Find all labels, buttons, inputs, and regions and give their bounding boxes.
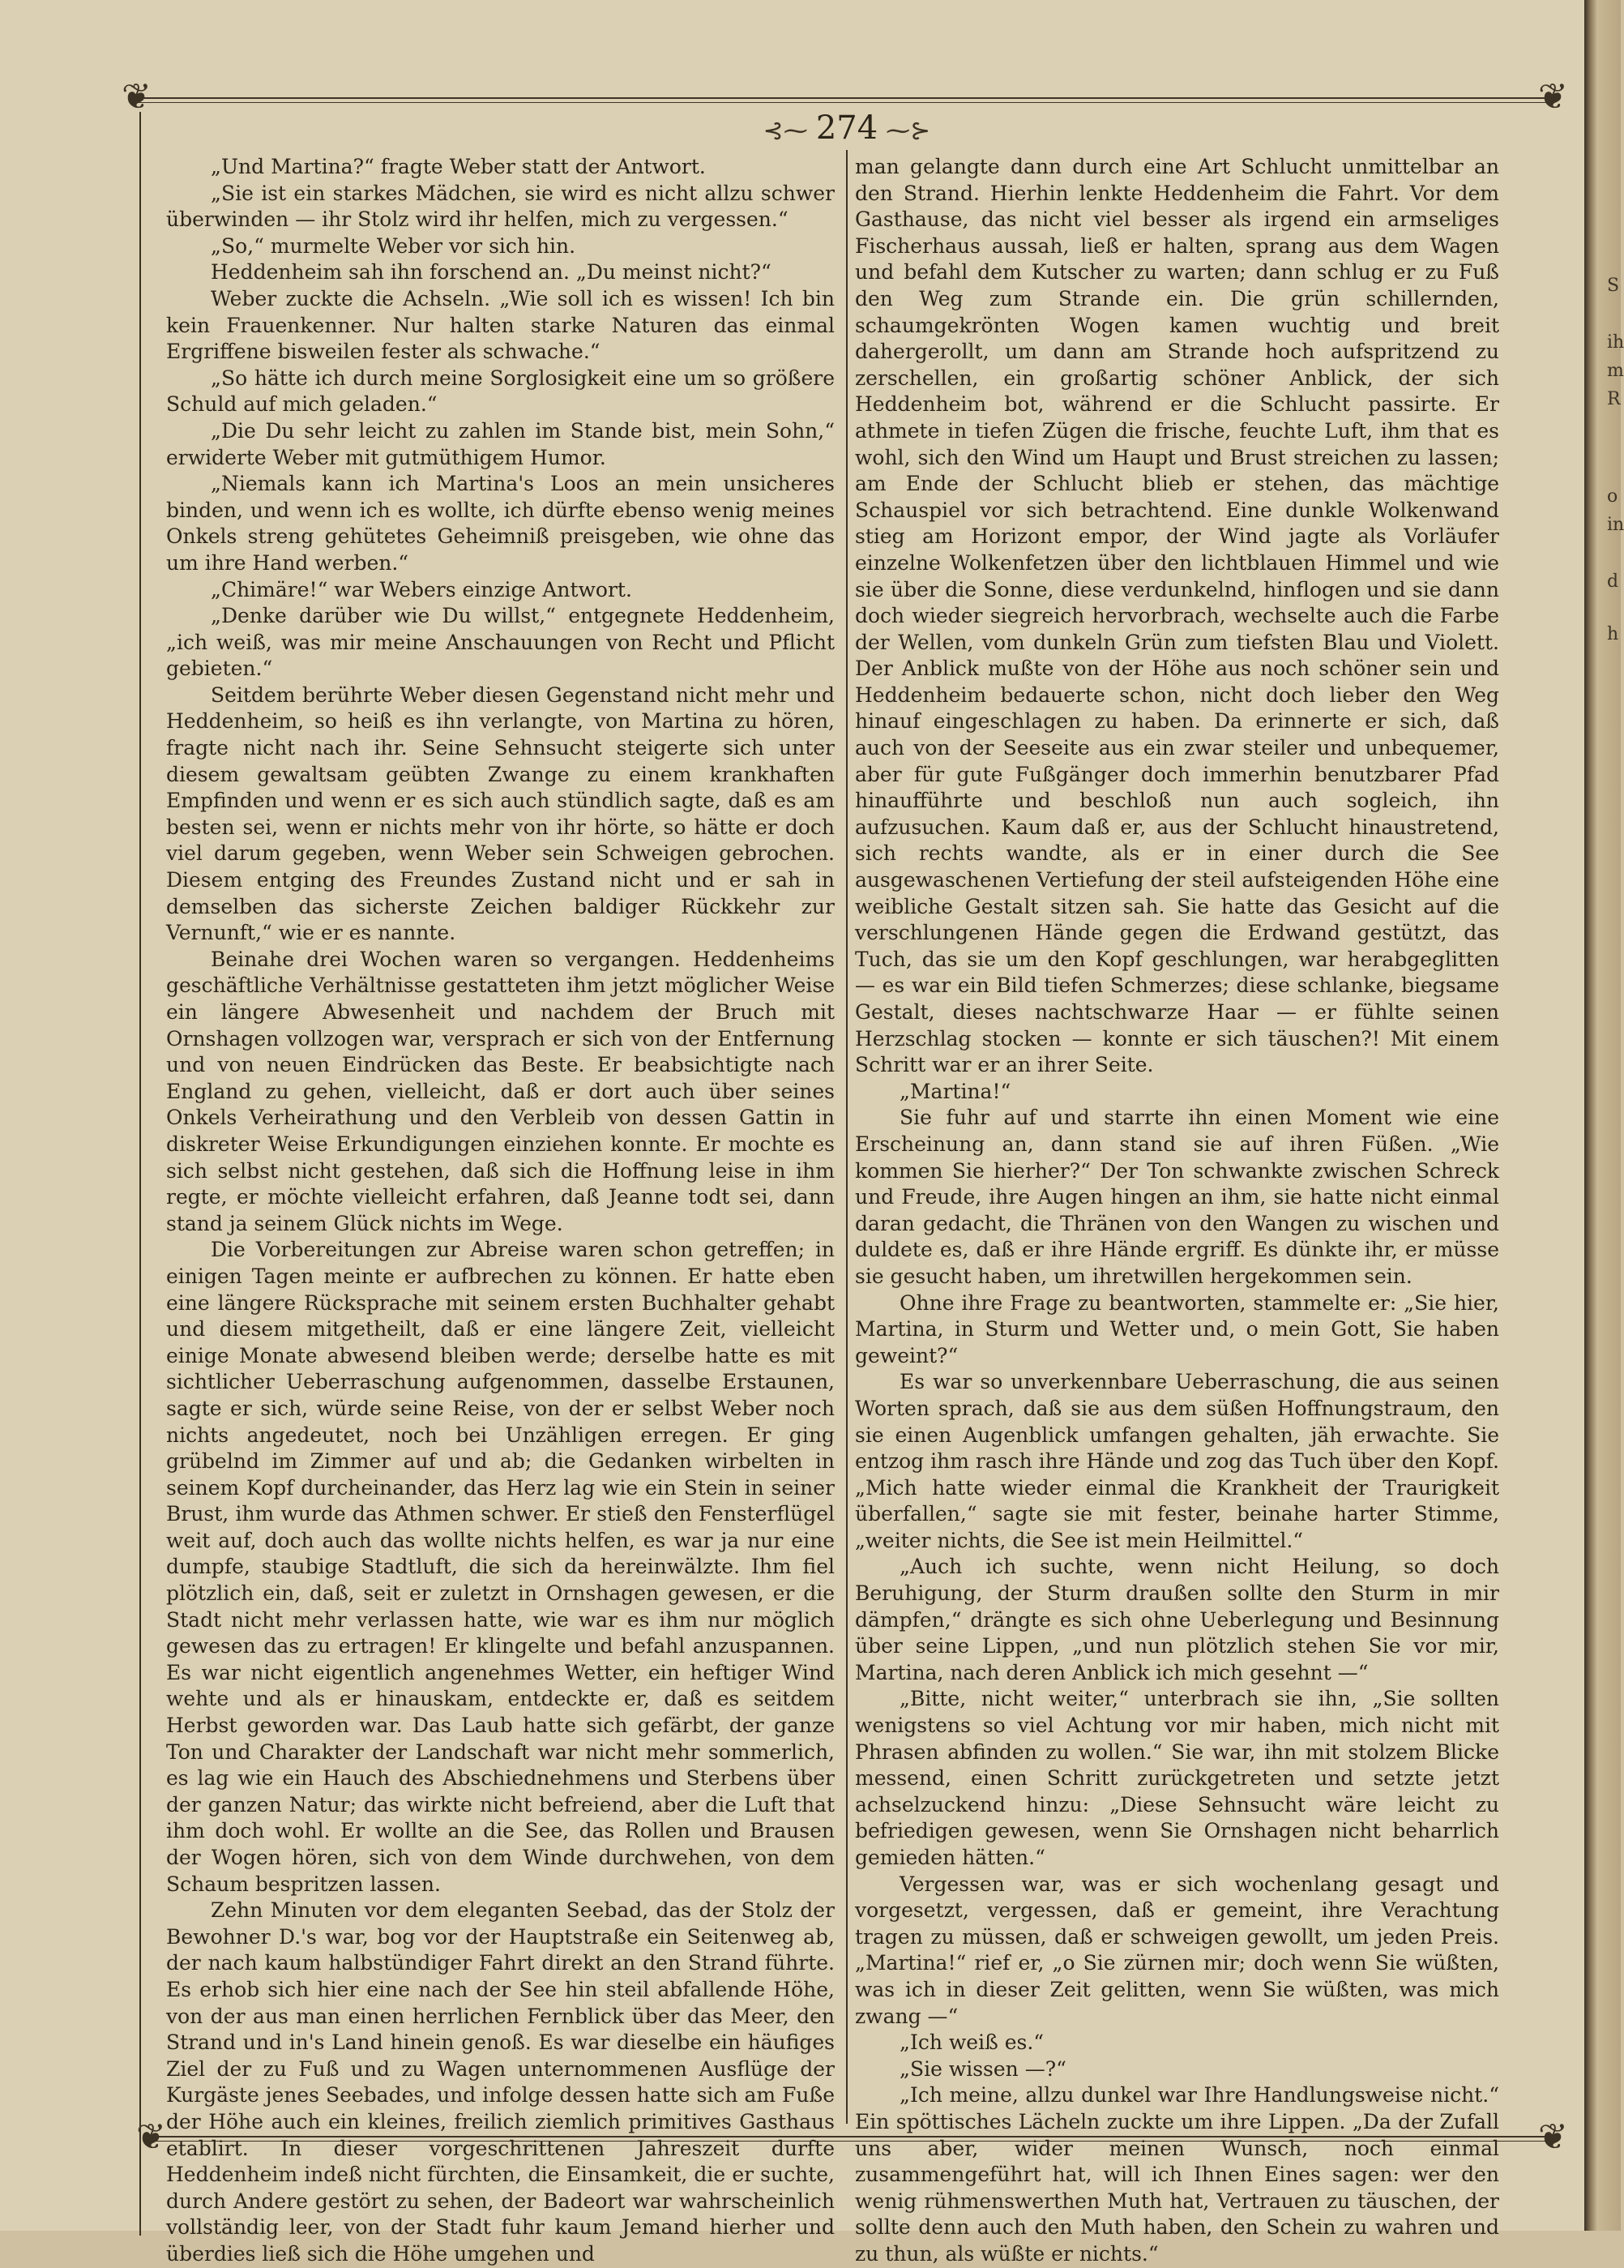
paragraph: „Martina!“	[900, 1079, 1011, 1103]
paragraph: „Niemals kann ich Martina's Loos an mein unsicheres binden, und wenn ich es wollte, ich dürfte ebenso wenig meines Onkels streng gehütetes Geheimniß preisgeben, wie ohne das um ihre Hand werben.“	[166, 472, 835, 575]
paragraph: „So hätte ich durch meine Sorglosigkeit eine um so größere Schuld auf mich geladen.“	[166, 366, 835, 417]
margin-letter: h	[1607, 624, 1619, 644]
paragraph: „Sie wissen —?“	[900, 2056, 1066, 2081]
paragraph: „Sie ist ein starkes Mädchen, sie wird es nicht allzu schwer überwinden — ihr Stolz wird ihr helfen, mich zu vergessen.“	[166, 181, 835, 232]
paragraph: Die Vorbereitungen zur Abreise waren schon getreffen; in einigen Tagen meinte er aufbrechen zu können. Er hatte eben eine längere Rücksprache mit seinem ersten Buchhalter gehabt und diesem mitgetheilt, daß er eine längere Zeit, vielleicht einige Monate abwesend bleiben werde; derselbe hatte es mit sichtlicher Ueberraschung aufgenommen, dasselbe Erstaunen, sagte er sich, würde seine Reise, von der er selbst Weber noch nichts angedeutet, noch bei Unzähligen erregen. Er ging grübelnd im Zimmer auf und ab; die Gedanken wirbelten in seinem Kopf durcheinander, das Herz lag wie ein Stein in seiner Brust, ihm wurde das Athmen schwer. Er stieß den Fensterflügel weit auf, doch auch das wollte nichts helfen, es war ja nur eine dumpfe, staubige Stadtluft, die sich da hereinwälzte. Ihm fiel plötzlich ein, daß, seit er zuletzt in Ornshagen gewesen, er die Stadt nicht mehr verlassen hatte, wie war es ihm nur möglich gewesen das zu ertragen! Er klingelte und befahl anzuspannen. Es war nicht eigentlich angenehmes Wetter, ein heftiger Wind wehte und als er hinauskam, entdeckte er, daß es seitdem Herbst geworden war. Das Laub hatte sich gefärbt, der ganze Ton und Charakter der Landschaft war nicht mehr sommerlich, es lag wie ein Hauch des Abschiednehmens und Sterbens über der ganzen Natur; das wirkte nicht befreiend, aber die Luft that ihm doch wohl. Er wollte an die See, das Rollen und Brausen der Wogen hören, sich von dem Winde durchwehen, von dem Schaum bespritzen lassen.	[166, 1238, 835, 1896]
paragraph: „Chimäre!“ war Webers einzige Antwort.	[211, 577, 632, 601]
margin-letter: o	[1607, 486, 1618, 507]
top-rule-thin	[136, 102, 1554, 103]
paragraph: Es war so unverkennbare Ueberraschung, die aus seinen Worten sprach, daß sie aus dem süßen Hoffnungstraum, den sie einen Augenblick umfangen gehalten, jäh erwachte. Sie entzog ihm rasch ihre Hände und zog das Tuch über den Kopf. „Mich hatte wieder einmal die Krankheit der Traurigkeit überfallen,“ sagte sie mit fester, beinahe harter Stimme, „weiter nichts, die See ist mein Heilmittel.“	[855, 1370, 1499, 1552]
paragraph: „Und Martina?“ fragte Weber statt der Antwort.	[211, 155, 706, 178]
paragraph-continuation: man gelangte dann durch eine Art Schlucht unmittelbar an den Strand. Hierhin lenkte Heddenheim die Fahrt. Vor dem Gasthause, das nicht viel besser als irgend ein armseliges Fischerhaus aussah, ließ er halten, sprang aus dem Wagen und befahl dem Kutscher zu warten; dann schlug er zu Fuß den Weg zum Strande ein. Die grün schillernden, schaumgekrönten Wogen kamen wuchtig und breit dahergerollt, um dann am Strande hoch aufspritzend zu zerschellen, ein großartig schöner Anblick, der sich Heddenheim bot, während er die Schlucht passirte. Er athmete in tiefen Zügen die frische, feuchte Luft, ihm that es wohl, sich den Wind um Haupt und Brust streichen zu lassen; am Ende der Schlucht blieb er stehen, das mächtige Schauspiel vor sich betrachtend. Eine dunkle Wolkenwand stieg am Horizont empor, der Wind jagte als Vorläufer einzelne Wolkenfetzen über den lichtblauen Himmel und wie sie über die Sonne, diese verdunkelnd, hinflogen und sie dann doch wieder siegreich hervorbrach, wechselte auch die Farbe der Wellen, vom dunkeln Grün zum tiefsten Blau und Violett. Der Anblick mußte von der Höhe aus noch schöner sein und Heddenheim bedauerte schon, nicht doch lieber den Weg hinauf eingeschlagen zu haben. Da erinnerte er sich, daß auch von der Seeseite aus ein zwar steiler und unbequemer, aber für gute Fußgänger doch immerhin benutzbarer Pfad hinaufführte und beschloß nun auch sogleich, ihn aufzusuchen. Kaum daß er, aus der Schlucht hinaustretend, sich rechts wandte, als er in einer durch die See ausgewaschenen Vertiefung der steil aufsteigenden Höhe eine weibliche Gestalt sitzen sah. Sie hatte das Gesicht auf die verschlungenen Hände gegen die Erdwand gestützt, das Tuch, das sie um den Kopf geschlungen, war herabgeglitten — es war ein Bild tiefen Schmerzes; diese schlanke, biegsame Gestalt, dieses nachtschwarze Haar — er fühlte seinen Herzschlag stocken — konnte er sich täuschen?! Mit einem Schritt war er an ihrer Seite.	[855, 155, 1499, 1077]
paragraph: Beinahe drei Wochen waren so vergangen. Heddenheims geschäftliche Verhältnisse gestatteten ihm jetzt möglicher Weise ein längere Abwesenheit und nachdem der Bruch mit Ornshagen vollzogen war, versprach er sich von der Entfernung und von neuen Eindrücken das Beste. Er beabsichtigte nach England zu gehen, vielleicht, daß er dort auch über seines Onkels Verheirathung und den Verbleib von dessen Gattin in diskreter Weise Erkundigungen einziehen konnte. Er mochte es sich selbst nicht gestehen, daß sich die Hoffnung leise in ihm regte, er möchte vielleicht erfahren, daß Jeanne todt sei, dann stand ja seinem Glück nichts im Wege.	[166, 947, 835, 1235]
paragraph: „So,“ murmelte Weber vor sich hin.	[211, 233, 576, 258]
corner-ornament-icon: ❦	[122, 76, 152, 118]
swirl-ornament-icon: ⊰⁓	[763, 117, 808, 145]
margin-letter: d	[1607, 571, 1619, 592]
corner-ornament-icon: ❦	[136, 2116, 166, 2158]
paragraph: „Auch ich suchte, wenn nicht Heilung, so doch Beruhigung, der Sturm draußen sollte den Sturm in mir dämpfen,“ drängte es sich ohne Ueberlegung und Besinnung über seine Lippen, „und nun plötzlich stehen Sie vor mir, Martina, nach deren Anblick ich mich gesehnt —“	[855, 1555, 1499, 1684]
page-number: 274	[815, 109, 878, 147]
margin-letter: m	[1607, 361, 1624, 381]
margin-letter: S	[1607, 276, 1620, 296]
paragraph: Seitdem berührte Weber diesen Gegenstand nicht mehr und Heddenheim, so heiß es ihn verlangte, von Martina zu hören, fragte nicht nach ihr. Seine Sehnsucht steigerte sich unter diesem gewaltsam geübten Zwange zu einem krankhaften Empfinden und wenn er es sich auch stündlich sagte, daß es am besten sei, wenn er nichts mehr von ihr hörte, so hätte er doch viel darum gegeben, wenn Weber sein Schweigen gebrochen. Diesem entging des Freundes Zustand nicht und er sah in demselben das sicherste Zeichen baldiger Rückkehr zur Vernunft,“ wie er es nannte.	[166, 683, 835, 945]
margin-letter: in	[1607, 515, 1624, 535]
paragraph: Weber zuckte die Achseln. „Wie soll ich es wissen! Ich bin kein Frauenkenner. Nur halten starke Naturen das einmal Ergriffene bisweilen fester als schwache.“	[166, 286, 835, 364]
right-column	[855, 154, 1499, 2268]
margin-letter: R	[1607, 389, 1621, 409]
left-column	[166, 154, 835, 2268]
paragraph: Sie fuhr auf und starrte ihn einen Moment wie eine Erscheinung an, dann stand sie auf ihren Füßen. „Wie kommen Sie hierher?“ Der Ton schwankte zwischen Schreck und Freude, ihre Augen hingen an ihm, sie hatte nicht einmal daran gedacht, die Thränen von den Wangen zu wischen und duldete es, daß er ihre Hände ergriff. Es dünkte ihr, er müsse sie gesucht haben, um ihretwillen hergekommen sein.	[855, 1106, 1499, 1288]
paragraph: Vergessen war, was er sich wochenlang gesagt und vorgesetzt, vergessen, daß er gemeint, ihre Verachtung tragen zu müssen, daß er schweigen gewollt, um jeden Preis. „Martina!“ rief er, „o Sie zürnen mir; doch wenn Sie wüßten, was ich in dieser Zeit gelitten, wenn Sie wüßten, was mich zwang —“	[855, 1872, 1499, 2028]
page-header	[713, 104, 981, 152]
paragraph: „Die Du sehr leicht zu zahlen im Stande bist, mein Sohn,“ erwiderte Weber mit gutmüthigem Humor.	[166, 418, 835, 469]
paragraph: „Denke darüber wie Du willst,“ entgegnete Heddenheim, „ich weiß, was mir meine Anschauungen von Recht und Pflicht gebieten.“	[166, 604, 835, 681]
paragraph: „Ich meine, allzu dunkel war Ihre Handlungsweise nicht.“ Ein spöttisches Lächeln zuckte um ihre Lippen. „Da der Zufall uns aber, wider meinen Wunsch, noch einmal zusammengeführt hat, will ich Ihnen Eines sagen: wer den wenig rühmenswerthen Muth hat, Vertrauen zu täuschen, der sollte denn auch den Muth haben, den Schein zu wahren und zu thun, als wüßte er nichts.“	[855, 2083, 1499, 2266]
margin-letter: ih	[1607, 332, 1624, 353]
paragraph: Heddenheim sah ihn forschend an. „Du meinst nicht?“	[211, 260, 771, 285]
left-rule	[139, 112, 141, 2236]
paragraph: Zehn Minuten vor dem eleganten Seebad, das der Stolz der Bewohner D.'s war, bog vor der Hauptstraße ein Seitenweg ab, der nach kaum halbstündiger Fahrt direkt an den Strand führte. Es erhob sich hier eine nach der See hin steil abfallende Höhe, von der aus man einen herrlichen Fernblick über das Meer, den Strand und in's Land hinein genoß. Es war dieselbe ein häufiges Ziel der zu Fuß und zu Wagen unternommenen Ausflüge der Kurgäste jenes Seebades, und infolge dessen hatte sich am Fuße der Höhe auch ein kleines, freilich ziemlich primitives Gasthaus etablirt. In dieser vorgeschrittenen Jahreszeit durfte Heddenheim indeß nicht fürchten, die Einsamkeit, die er suchte, durch Andere gestört zu sehen, der Badeort war wahrscheinlich vollständig leer, von der Stadt fuhr kaum Jemand hierher und überdies ließ sich die Höhe umgehen und	[166, 1898, 835, 2266]
corner-ornament-icon: ❦	[1538, 2116, 1568, 2158]
column-divider	[846, 150, 848, 2124]
corner-ornament-icon: ❦	[1538, 76, 1568, 118]
paragraph: Ohne ihre Frage zu beantworten, stammelte er: „Sie hier, Martina, in Sturm und Wetter und, o mein Gott, Sie haben geweint?“	[855, 1290, 1499, 1367]
swirl-ornament-icon: ⁓⊱	[886, 117, 931, 145]
top-rule	[136, 97, 1554, 99]
paragraph: „Ich weiß es.“	[900, 2031, 1045, 2055]
paragraph: „Bitte, nicht weiter,“ unterbrach sie ihn, „Sie sollten wenigstens so viel Achtung vor mir haben, mich nicht mit Phrasen abfinden zu wollen.“ Sie war, ihn mit stolzem Blicke messend, einen Schritt zurückgetreten und setzte jetzt achselzuckend hinzu: „Diese Sehnsucht wäre leicht zu befriedigen gewesen, wenn Sie Ornshagen nicht beharrlich gemieden hätten.“	[855, 1687, 1499, 1869]
